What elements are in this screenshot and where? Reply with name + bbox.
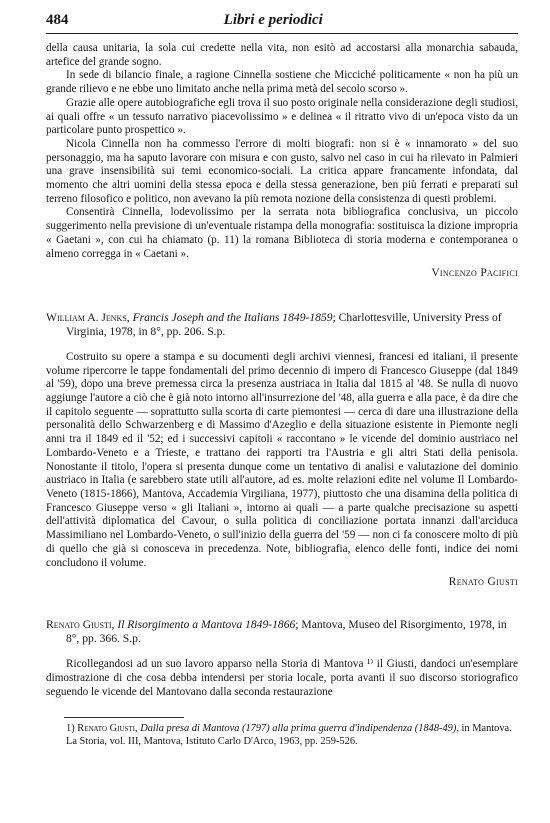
running-title: Libri e periodici	[223, 12, 323, 28]
paragraph: In sede di bilancio finale, a ragione Cinnella sostiene che Micciché politicamente « non ha più un grande rilievo e ne ebbe uno limitato anche nella prima metà del secolo scorso ».	[46, 69, 518, 96]
paragraph: della causa unitaria, la sola cui credette nella vita, non esitò ad accostarsi alla monarchia sabauda, artefice del grande sogno.	[46, 42, 518, 68]
page-number: 484	[46, 12, 69, 28]
book-publication: ; Mantova, Museo del Risorgimento, 1978, in 8°, pp. 366. S.p.	[66, 618, 507, 646]
paragraph: Ricollegandosi ad un suo lavoro apparso nella Storia di Mantova ¹⁾ il Giusti, dandoci un'esemplare dimostrazione di che cosa debba intendersi per storia locale, porta avanti il suo discorso storiografico seguendo le vicende del Mantovano dalla seconda restaurazione	[46, 658, 518, 698]
review-2	[46, 311, 518, 588]
review-3	[46, 618, 518, 699]
paragraph: Grazie alle opere autobiografiche egli trova il suo posto originale nella considerazione degli studiosi, ai quali offre « un tessuto narrativo piacevolissimo » e delinea « il ritratto vivo di un'epoca visto da un particolare punto prospettico ».	[46, 96, 518, 137]
book-publication: ; Charlottesville, University Press of Virginia, 1978, in 8°, pp. 206. S.p.	[66, 310, 502, 338]
footnote-rest: , in Mantova. La Storia, vol. III, Mantova, Istituto Carlo D'Arco, 1963, pp. 259-526.	[66, 723, 512, 748]
footnote	[46, 722, 518, 748]
footnote-title: Dalla presa di Mantova (1797) alla prima guerra d'indipendenza (1848-49)	[140, 723, 457, 735]
reviewer-signature: Renato Giusti	[448, 576, 518, 589]
book-author: Renato Giusti,	[46, 618, 115, 632]
bibliographic-entry	[46, 311, 518, 339]
book-author: William A. Jenks,	[46, 310, 130, 324]
book-title: Francis Joseph and the Italians 1849-1859	[132, 310, 333, 324]
paragraph: Costruito su opere a stampa e su documenti degli archivi viennesi, francesi ed italiani, il presente volume ripercorre le tappe fondamentali del primo decennio di impero di Francesco Giuseppe (dal 1849 al '59), dopo una breve premessa circa la presenza austriaca in Italia dal 1815 al '48. Se nulla di nuovo aggiunge l'autore a ciò che è già noto intorno all'insurrezione del '48, alla guerra e alla pace, è da dire che il capitolo seguente — soprattutto sulla scorta di carte piemontesi — cerca di dare una illustrazione della personalità dello Schwarzenberg e di Massimo d'Azeglio e della situazione esistente in Piemonte negli anni tra il 1849 ed il '52; ed i successivi capitoli « raccontano » le vicende del dominio austriaco nel Lombardo-Veneto e a Trieste, e trattano dei rapporti tra l'Austria e gli altri Stati della penisola. Nonostante il titolo, l'opera si presenta dunque come un tentativo di analisi e valutazione del dominio austriaco in Italia (e sarebbero state utili all'autore, ad es. molte relazioni edite nel volume Il Lombardo-Veneto (1815-1866), Mantova, Accademia Virgiliana, 1977), piuttosto che una disamina della politica di Francesco Giuseppe verso « gli Italiani », intorno ai quali — a parte qualche precisazione su aspetti dell'attività diplomatica del Cavour, o sulla politica di conciliazione portata innanzi dall'arciduca Massimiliano nel Lombardo-Veneto, o sull'inizio della guerra del '59 — non ci fa conoscere molto di più di quello che già si conosceva in precedenza. Note, bibliografia, elenco delle fonti, indice dei nomi concludono il volume.	[46, 350, 518, 569]
reviewer-signature: Vincenzo Pacifici	[431, 267, 518, 280]
bibliographic-entry	[46, 618, 518, 646]
paragraph: Nicola Cinnella non ha commesso l'errore di molti biografi: non si è « innamorato » del suo personaggio, ma ha saputo lavorare con misura e con gusto, salvo nel caso in cui ha rilevato in Palmieri una grave insensibilità sui temi economico-sociali. La critica appare francamente infondata, dal momento che altri uomini della stessa epoca e della stessa generazione, ben più ferrati e preparati sul terreno filosofico e politico, non avevano la più remota nozione della consistenza di questi problemi.	[46, 137, 518, 205]
book-title: Il Risorgimento a Mantova 1849-1866	[117, 618, 296, 632]
footnote-rule	[64, 717, 184, 718]
footnote-marker: 1)	[66, 723, 75, 735]
paragraph: Consentirà Cinnella, lodevolissimo per la serrata nota bibliografica conclusiva, un piccolo suggerimento nella previsione di un'eventuale ristampa della monografia: sostituisca la dizione impropria « Gaetani », con cui ha chiamato (p. 11) la romana Biblioteca di storia moderna e contemporanea o almeno corregga in « Caetani ».	[46, 206, 518, 260]
review-1-tail	[46, 42, 518, 281]
running-header	[46, 12, 518, 34]
footnote-author: Renato Giusti,	[77, 723, 138, 735]
